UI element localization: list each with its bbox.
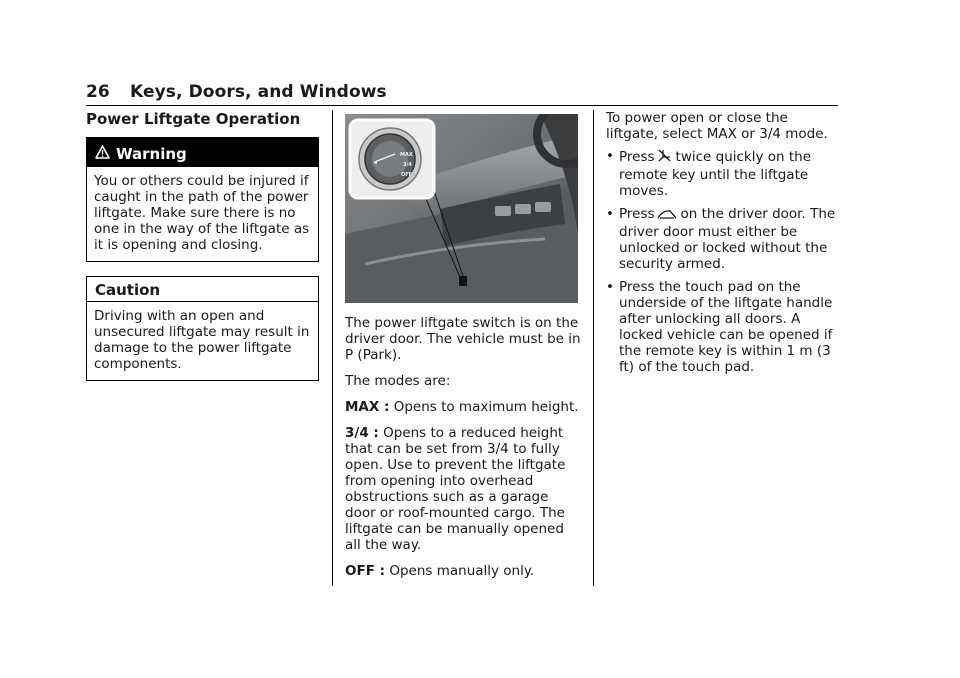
mode-desc: Opens to a reduced height that can be set from 3/4 to fully open. Use to prevent the liftgate from opening into overhead obstructions such as a garage door or roof-mounted cargo. The liftgate can be manually opened all the way. — [345, 425, 566, 553]
warning-text: You or others could be injured if caught in the path of the power liftgate. Make sure there is no one in the way of the liftgate as it is opening and closing. — [94, 173, 310, 253]
switch-label-off: OFF — [401, 172, 413, 178]
figure-caption: The power liftgate switch is on the driver door. The vehicle must be in P (Park). — [345, 315, 581, 363]
warning-box — [86, 137, 319, 262]
mode-term: MAX : — [345, 399, 390, 415]
door-switch-figure — [345, 114, 578, 303]
modes-intro: The modes are: — [345, 373, 451, 389]
bullet: • — [606, 279, 614, 295]
column-2 — [345, 110, 581, 589]
mode-desc: Opens to maximum height. — [393, 399, 579, 415]
mode-off — [345, 563, 581, 579]
item-lead: Press — [619, 149, 655, 165]
mode-term: 3/4 : — [345, 425, 379, 441]
caution-label: Caution — [87, 277, 318, 302]
switch-label-3-4: 3/4 — [403, 162, 412, 168]
column-divider-1 — [332, 110, 333, 586]
page-header — [86, 82, 838, 106]
bullet: • — [606, 148, 614, 164]
caution-text: Driving with an open and unsecured liftgate may result in damage to the power liftgate components. — [94, 308, 310, 372]
column-1 — [86, 110, 319, 395]
warning-header — [87, 138, 318, 167]
caution-box — [86, 276, 319, 381]
remote-liftgate-icon — [657, 148, 672, 167]
section-title: Keys, Doors, and Windows — [130, 82, 387, 102]
door-liftgate-button-icon — [657, 208, 677, 224]
list-item — [606, 148, 842, 199]
mode-desc: Opens manually only. — [389, 563, 535, 579]
mode-term: OFF : — [345, 563, 386, 579]
instructions-intro: To power open or close the liftgate, select MAX or 3/4 mode. — [606, 110, 828, 142]
section-heading: Power Liftgate Operation — [86, 110, 301, 128]
item-text: on the driver door. The driver door must either be unlocked or locked without the security armed. — [619, 206, 836, 272]
mode-three-quarter — [345, 425, 581, 553]
list-item — [606, 206, 842, 272]
column-3 — [606, 110, 842, 382]
door-panel-illustration — [345, 114, 578, 303]
page-number: 26 — [86, 82, 110, 102]
item-text: twice quickly on the remote key until the liftgate moves. — [619, 149, 812, 199]
switch-label-max: MAX — [400, 152, 413, 158]
warning-triangle-icon — [95, 145, 110, 162]
item-text: Press the touch pad on the underside of the liftgate handle after unlocking all doors. A locked vehicle can be opened if the remote key is within 1 m (3 ft) of the touch pad. — [619, 279, 833, 375]
warning-label: Warning — [116, 144, 187, 163]
column-divider-2 — [593, 110, 594, 586]
mode-max — [345, 399, 581, 415]
instruction-list — [606, 148, 842, 375]
item-lead: Press — [619, 206, 655, 222]
bullet: • — [606, 206, 614, 222]
list-item — [606, 279, 842, 375]
